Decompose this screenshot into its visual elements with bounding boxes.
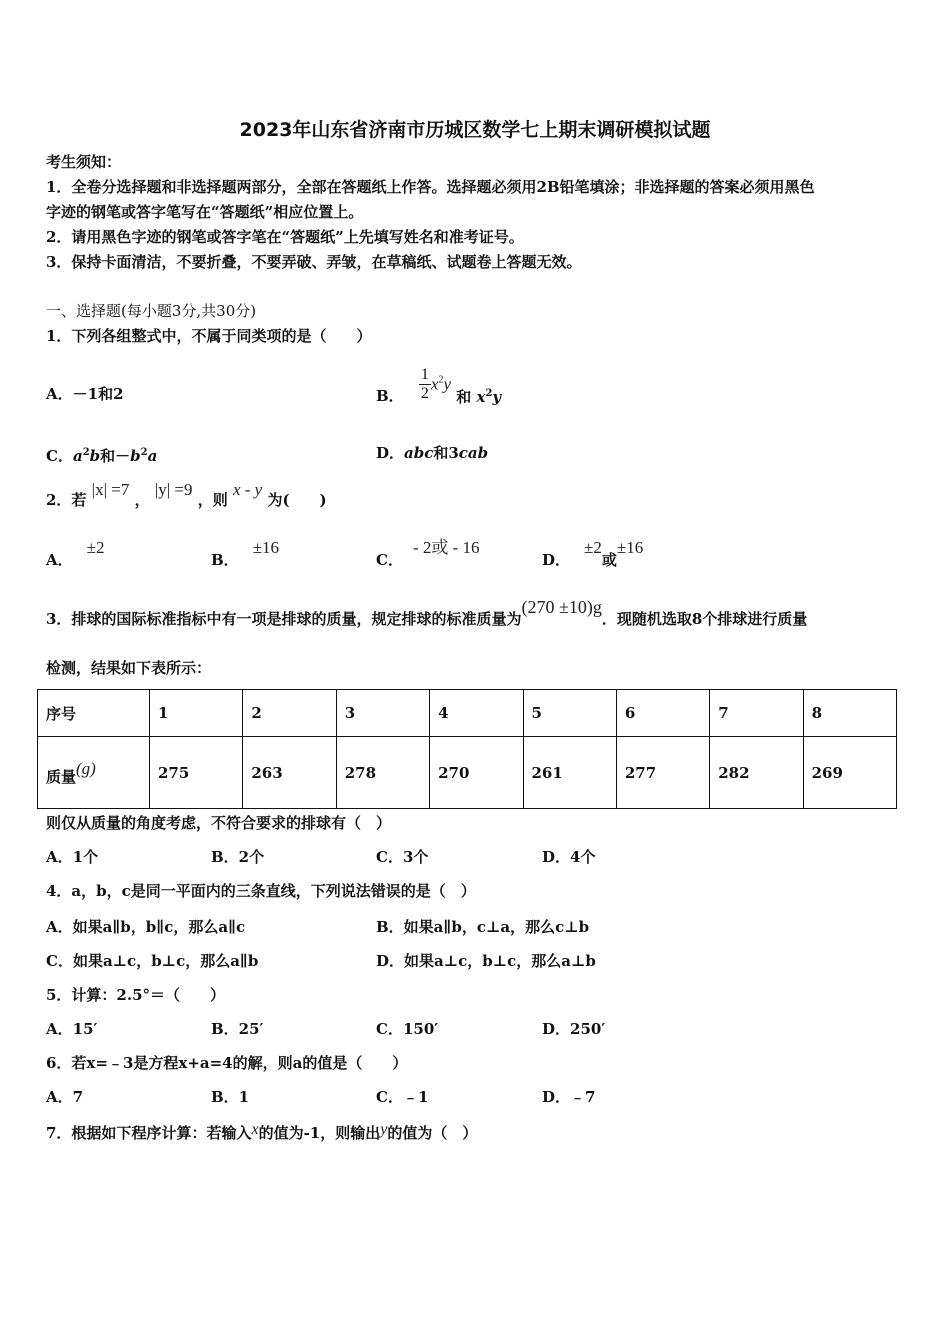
- header-label: 序号: [38, 690, 150, 737]
- q6-option-b: B．1: [211, 1088, 250, 1106]
- fraction-one-half: $\frac{1}{2}$: [420, 366, 429, 402]
- question-3-question: 则仅从质量的角度考虑，不符合要求的排球有（ ）: [46, 814, 392, 832]
- table-cell: 3: [336, 690, 429, 737]
- q4-option-a: A．如果a∥b，b∥c，那么a∥c: [46, 918, 246, 936]
- table-cell: 269: [803, 737, 896, 809]
- q1-option-b: B． $\frac{1}{2}$ $x^2y$ 和 $x^2y$: [376, 366, 502, 406]
- q4-option-c: C．如果a⊥c，b⊥c，那么a∥b: [46, 952, 259, 970]
- table-cell: 1: [150, 690, 243, 737]
- q3-option-d: D．4个: [542, 848, 596, 866]
- notice-item: 2．请用黑色字迹的钢笔或答字笔在“答题纸”上先填写姓名和准考证号。: [46, 228, 524, 246]
- table-cell: 8: [803, 690, 896, 737]
- question-6-stem: 6．若x=﹣3是方程x+a=4的解，则a的值是（ ）: [46, 1054, 408, 1072]
- notice-item: 3．保持卡面清洁，不要折叠，不要弄破、弄皱，在草稿纸、试题卷上答题无效。: [46, 253, 582, 271]
- table-cell: 2: [243, 690, 336, 737]
- notice-item: 1．全卷分选择题和非选择题两部分，全部在答题纸上作答。选择题必须用2B铅笔填涂；非选择题的答案必须用黑色: [46, 178, 815, 196]
- table-cell: 5: [523, 690, 616, 737]
- q2-option-b: B．±16: [211, 538, 280, 569]
- q2-option-d: D．±2或±16: [542, 538, 644, 569]
- question-2-stem: 2．若 |x| =7 ， |y| =9 ，则 x - y 为( ): [46, 480, 327, 509]
- question-7-stem: 7．根据如下程序计算：若输入x的值为-1，则输出y的值为（ ）: [46, 1121, 478, 1142]
- q2-option-c: C．- 2或 - 16: [376, 538, 480, 569]
- table-cell: 270: [430, 737, 523, 809]
- question-5-stem: 5．计算：2.5°＝（ ）: [46, 986, 226, 1004]
- table-cell: 263: [243, 737, 336, 809]
- table-cell: 277: [616, 737, 709, 809]
- q4-option-b: B．如果a∥b，c⊥a，那么c⊥b: [376, 918, 590, 936]
- table-cell: 4: [430, 690, 523, 737]
- table-cell: 7: [710, 690, 803, 737]
- q1-option-d: D．abc和3cab: [376, 444, 489, 462]
- q1-option-a: A．－1和2: [46, 385, 124, 403]
- row-label: 质量(g): [38, 737, 150, 809]
- table-row: [38, 737, 897, 809]
- q6-option-d: D．﹣7: [542, 1088, 596, 1106]
- q6-option-a: A．7: [46, 1088, 84, 1106]
- q1-option-c: C．$a^2b$和$-b^2a$: [46, 447, 158, 465]
- notice-item: 字迹的钢笔或答字笔写在“答题纸”相应位置上。: [46, 203, 364, 221]
- page-title: 2023年山东省济南市历城区数学七上期末调研模拟试题: [239, 119, 711, 141]
- section-heading: 一、选择题(每小题3分,共30分): [46, 302, 257, 320]
- table-cell: 275: [150, 737, 243, 809]
- q3-option-c: C．3个: [376, 848, 429, 866]
- q2-option-a: A．±2: [46, 538, 105, 569]
- q6-option-c: C．﹣1: [376, 1088, 429, 1106]
- q5-option-a: A．15′: [46, 1020, 98, 1038]
- notice-heading: 考生须知：: [46, 153, 122, 171]
- q3-option-b: B．2个: [211, 848, 265, 866]
- q5-option-d: D．250′: [542, 1020, 606, 1038]
- question-3-stem-cont: 检测，结果如下表所示：: [46, 659, 212, 677]
- q4-option-d: D．如果a⊥c，b⊥c，那么a⊥b: [376, 952, 596, 970]
- question-1-stem: 1．下列各组整式中，不属于同类项的是（ ）: [46, 327, 372, 345]
- q5-option-c: C．150′: [376, 1020, 439, 1038]
- table-cell: 261: [523, 737, 616, 809]
- question-4-stem: 4．a，b，c是同一平面内的三条直线，下列说法错误的是（ ）: [46, 882, 476, 900]
- table-row: [38, 690, 897, 737]
- table-cell: 282: [710, 737, 803, 809]
- mass-table: [37, 689, 897, 809]
- question-3-stem: 3．排球的国际标准指标中有一项是排球的质量，规定排球的标准质量为(270 ±10)g．现随机选取8个排球进行质量: [46, 597, 808, 628]
- table-cell: 6: [616, 690, 709, 737]
- table-cell: 278: [336, 737, 429, 809]
- q3-option-a: A．1个: [46, 848, 99, 866]
- q5-option-b: B．25′: [211, 1020, 264, 1038]
